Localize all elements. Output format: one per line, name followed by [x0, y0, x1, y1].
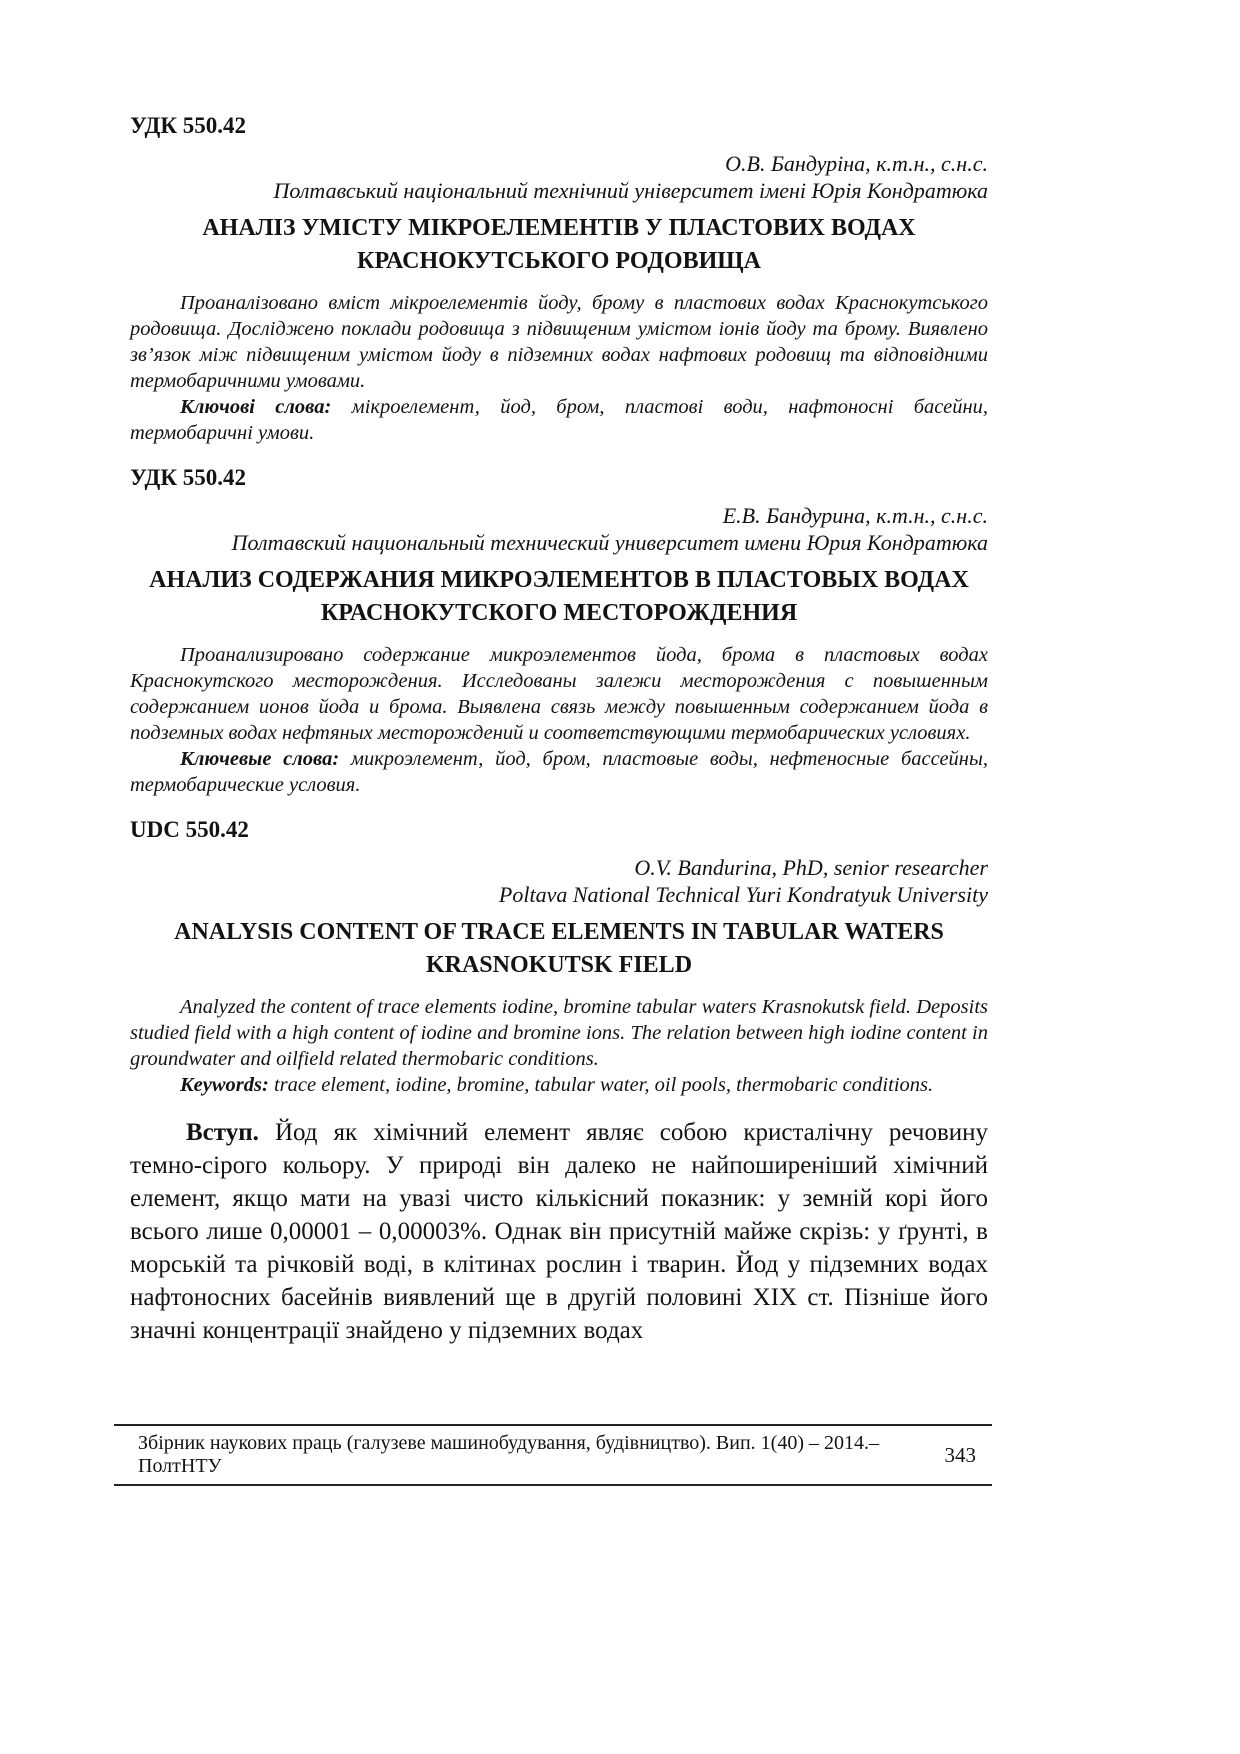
abstract-text: Проанализировано содержание микроэлементов йода, брома в пластовых водах Краснокутского месторождения. Исследованы залежи месторождения с повышенным содержанием ионов йода и брома. Выявлена связь между повышенным содержанием йода в подземных водах нефтяных месторождений и соответствующими термобарических условиях.	[130, 644, 988, 744]
udc-code: УДК 550.42	[130, 113, 247, 138]
article-title: АНАЛІЗ УМІСТУ МІКРОЕЛЕМЕНТІВ У ПЛАСТОВИХ ВОДАХ КРАСНОКУТСЬКОГО РОДОВИЩА	[202, 215, 916, 274]
udc-code: UDC 550.42	[130, 817, 249, 842]
keywords-text: мікроелемент, йод, бром, пластові води, нафтоносні басейни, термобаричні умови.	[130, 396, 989, 444]
introduction-paragraph	[130, 1116, 988, 1347]
article-title: ANALYSIS CONTENT OF TRACE ELEMENTS IN TABULAR WATERS KRASNOKUTSK FIELD	[174, 919, 944, 978]
section-ukrainian	[130, 112, 988, 446]
affiliation-line: Poltava National Technical Yuri Kondratyuk University	[498, 882, 988, 907]
keywords-text: trace element, iodine, bromine, tabular water, oil pools, thermobaric conditions.	[273, 1074, 934, 1096]
author-line: О.В. Бандуріна, к.т.н., с.н.с.	[725, 151, 988, 176]
author-line: Е.В. Бандурина, к.т.н., с.н.с.	[722, 503, 988, 528]
author-line: O.V. Bandurina, PhD, senior researcher	[634, 855, 988, 880]
page-content	[130, 112, 988, 1347]
affiliation-line: Полтавский национальный технический университет имени Юрия Кондратюка	[231, 530, 988, 555]
keywords-text: микроэлемент, йод, бром, пластовые воды, нефтеносные бассейны, термобарические условия.	[130, 748, 988, 796]
keywords-label: Ключові слова:	[180, 396, 332, 418]
page-footer	[114, 1424, 992, 1486]
keywords-label: Ключевые слова:	[180, 748, 340, 770]
article-title: АНАЛИЗ СОДЕРЖАНИЯ МИКРОЭЛЕМЕНТОВ В ПЛАСТОВЫХ ВОДАХ КРАСНОКУТСКОГО МЕСТОРОЖДЕНИЯ	[149, 567, 969, 626]
udc-code: УДК 550.42	[130, 465, 247, 490]
abstract-text: Analyzed the content of trace elements iodine, bromine tabular waters Krasnokutsk field. Deposits studied field with a high content of iodine and bromine ions. The relation between high iodine content in groundwater and oilfield related thermobaric conditions.	[130, 996, 988, 1070]
section-english	[130, 816, 988, 1098]
keywords-line	[130, 394, 988, 446]
keywords-line	[130, 1072, 988, 1098]
keywords-line	[130, 746, 988, 798]
introduction-text: Йод як хімічний елемент являє собою кристалічну речовину темно-сірого кольору. У природі він далеко не найпоширеніший хімічний елемент, якщо мати на увазі чисто кількісний показник: у земній корі його всього лише 0,00001 – 0,00003%. Однак він присутній майже скрізь: у ґрунті, в морській та річковій воді, в клітинах рослин і тварин. Йод у підземних водах нафтоносних басейнів виявлений ще в другій половині XIX ст. Пізніше його значні концентрації знайдено у підземних водах	[130, 1119, 988, 1344]
journal-title-line: Збірник наукових праць (галузеве машинобудування, будівництво). Вип. 1(40) – 2014.– ПолтНТУ	[138, 1432, 879, 1477]
page-number: 343	[944, 1442, 976, 1467]
abstract-text: Проаналізовано вміст мікроелементів йоду, брому в пластових водах Краснокутського родовища. Досліджено поклади родовища з підвищеним умістом іонів йоду та брому. Виявлено зв’язок між підвищеним умістом йоду в підземних водах нафтових родовищ та відповідними термобаричними умовами.	[130, 292, 988, 392]
section-russian	[130, 464, 988, 798]
introduction-lead: Вступ.	[186, 1119, 259, 1146]
keywords-label: Keywords:	[180, 1074, 269, 1096]
affiliation-line: Полтавський національний технічний університет імені Юрія Кондратюка	[273, 178, 988, 203]
